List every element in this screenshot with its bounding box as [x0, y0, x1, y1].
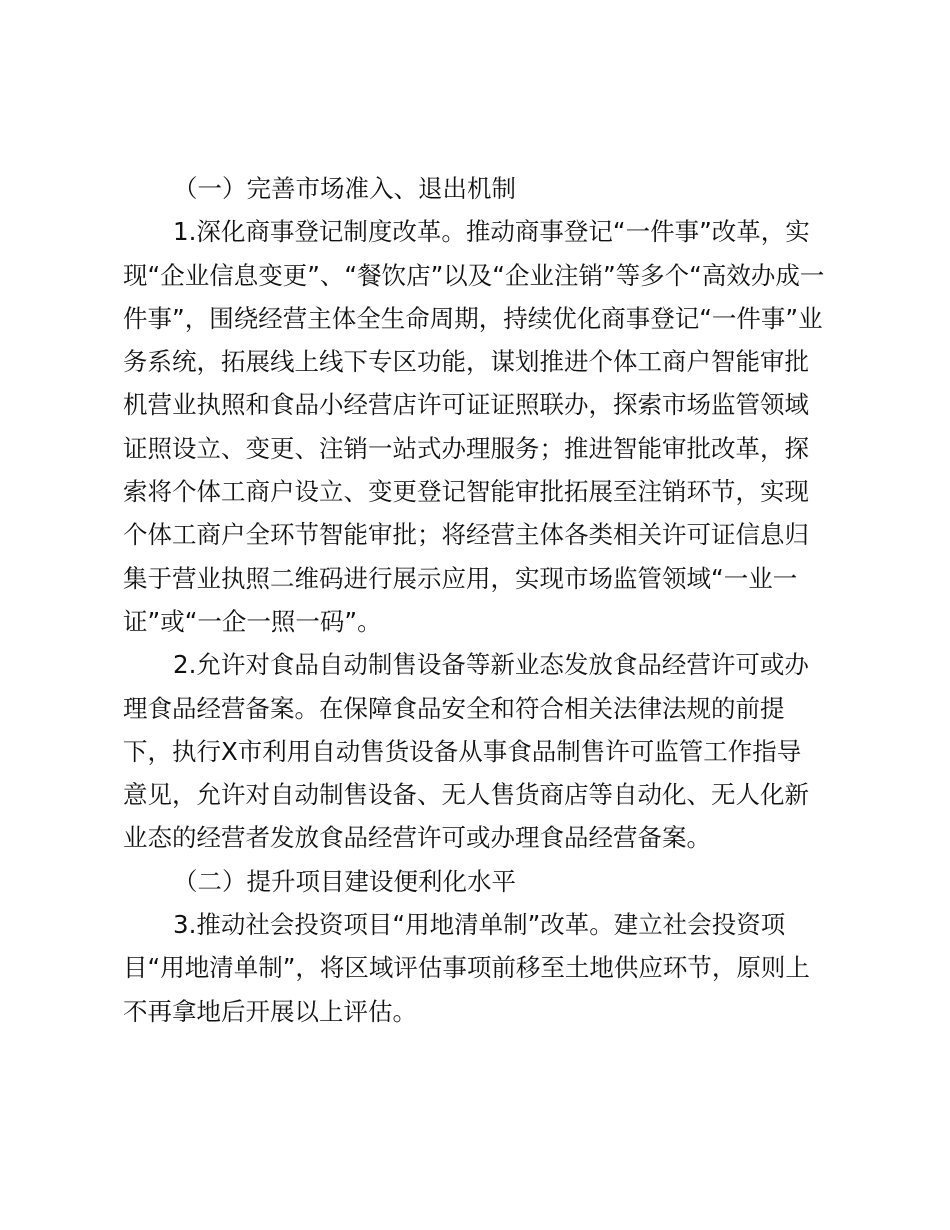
- paragraph-line: 理食品经营备案。在保障食品安全和符合相关法律法规的前提: [123, 693, 785, 723]
- paragraph-line: 机营业执照和食品小经营店许可证证照联办，探索市场监管领域: [123, 390, 809, 420]
- paragraph-line: 集于营业执照二维码进行展示应用，实现市场监管领域“一业一: [123, 563, 798, 593]
- section-heading-1: （一）完善市场准入、退出机制: [173, 174, 516, 203]
- document-body: [123, 167, 835, 1033]
- paragraph-line: 现“企业信息变更”、“餐饮店”以及“企业注销”等多个“高效办成一: [123, 260, 825, 290]
- paragraph-line: 业态的经营者发放食品经营许可或办理食品经营备案。: [123, 823, 711, 853]
- paragraph-line: 下，执行X市利用自动售货设备从事食品制售许可监管工作指导: [123, 736, 802, 766]
- paragraph-line: 件事”，围绕经营主体全生命周期，持续优化商事登记“一件事”业: [123, 303, 823, 333]
- paragraph-line: 不再拿地后开展以上评估。: [123, 996, 417, 1026]
- paragraph-line: 3.推动社会投资项目“用地清单制”改革。建立社会投资项: [173, 910, 786, 940]
- paragraph-line: 索将个体工商户设立、变更登记智能审批拓展至注销环节，实现: [123, 477, 809, 507]
- paragraph-line: 个体工商户全环节智能审批；将经营主体各类相关许可证信息归: [123, 520, 809, 550]
- paragraph-line: 务系统，拓展线上线下专区功能，谋划推进个体工商户智能审批: [123, 347, 809, 377]
- paragraph-line: 2.允许对食品自动制售设备等新业态发放食品经营许可或办: [173, 650, 809, 680]
- section-heading-2: （二）提升项目建设便利化水平: [173, 866, 516, 896]
- paragraph-line: 证照设立、变更、注销一站式办理服务；推进智能审批改革，探: [123, 433, 809, 463]
- paragraph-line: 证”或“一企一照一码”。: [123, 606, 382, 636]
- paragraph-line: 1.深化商事登记制度改革。推动商事登记“一件事”改革，实: [173, 217, 810, 247]
- paragraph-line: 目“用地清单制”，将区域评估事项前移至土地供应环节，原则上: [123, 953, 810, 983]
- paragraph-line: 意见，允许对自动制售设备、无人售货商店等自动化、无人化新: [123, 780, 809, 810]
